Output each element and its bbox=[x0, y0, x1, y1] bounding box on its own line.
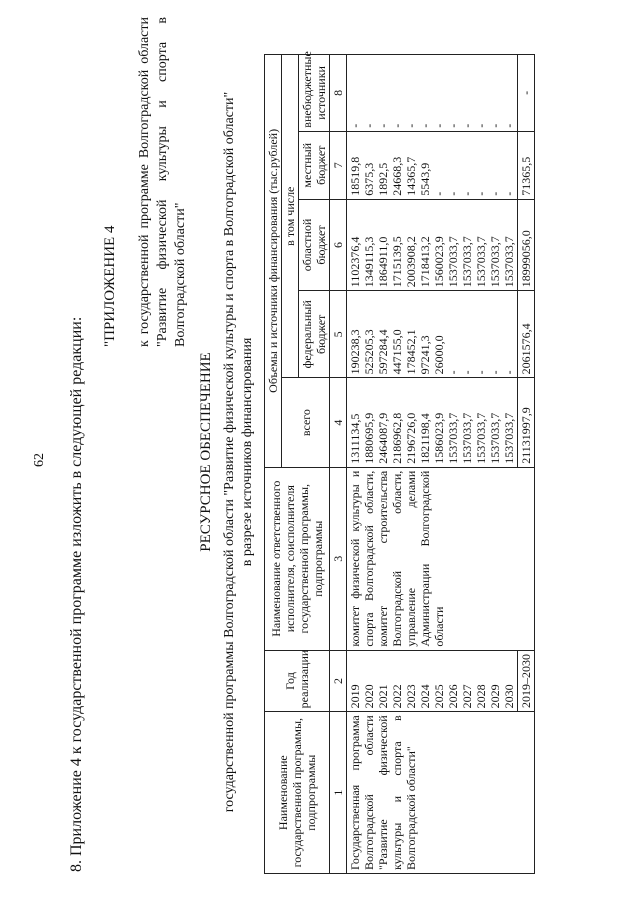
summary-total: 21131997,9 bbox=[518, 378, 535, 467]
federal-value: - bbox=[488, 370, 502, 375]
program-name-cell: Государственная программа Волгоградской области "Развитие физической культуры и спорта в Волгоградской области" bbox=[347, 712, 535, 874]
regional-value: 1560023,9 bbox=[432, 236, 446, 288]
regional-value: 1537033,7 bbox=[446, 236, 460, 288]
total-value: 2196726,0 bbox=[404, 412, 418, 464]
intro-paragraph: 8. Приложение 4 к государственной программе изложить в следующей редакции: bbox=[68, 316, 85, 872]
regional-cell bbox=[347, 199, 518, 290]
header-row-1 bbox=[265, 55, 282, 874]
regional-value: 1718413,2 bbox=[418, 236, 432, 288]
total-value: 1537033,7 bbox=[474, 412, 488, 464]
extra-value: - bbox=[376, 123, 390, 128]
regional-value: 1349115,3 bbox=[362, 236, 376, 288]
regional-value: 1537033,7 bbox=[460, 236, 474, 288]
total-value: 1586023,9 bbox=[432, 412, 446, 464]
year-value: 2019 bbox=[348, 684, 362, 709]
resource-title: РЕСУРСНОЕ ОБЕСПЕЧЕНИЕ bbox=[198, 352, 214, 552]
header-including: в том числе bbox=[282, 55, 299, 378]
header-regional: областной бюджет bbox=[299, 199, 330, 290]
executor-cell: комитет физической культуры и спорта Волгоградской области, комитет строительства Волгоградской области, управление делами Администрации Волгоградской области bbox=[347, 467, 535, 650]
regional-value: 1537033,7 bbox=[502, 236, 516, 288]
header-extra: внебюджетные источники bbox=[299, 55, 330, 132]
extra-value: - bbox=[446, 123, 460, 128]
year-value: 2020 bbox=[362, 684, 376, 709]
extra-value: - bbox=[432, 123, 446, 128]
federal-value: 97241,3 bbox=[418, 335, 432, 375]
federal-value: - bbox=[474, 370, 488, 375]
year-value: 2025 bbox=[432, 684, 446, 709]
federal-value: - bbox=[502, 370, 516, 375]
extra-value: - bbox=[418, 123, 432, 128]
summary-local: 71365,5 bbox=[518, 131, 535, 199]
federal-value: - bbox=[460, 370, 474, 375]
resource-subtitle: государственной программы Волгоградской области "Развитие физической культуры и спорта в Волгоградской области" bbox=[222, 91, 237, 813]
year-value: 2026 bbox=[446, 684, 460, 709]
local-value: 6375,3 bbox=[362, 162, 376, 196]
col-number: 4 bbox=[330, 378, 347, 467]
header-year: Год реализации bbox=[265, 650, 330, 712]
federal-value: 525205,3 bbox=[362, 329, 376, 375]
col-number: 5 bbox=[330, 291, 347, 378]
total-value: 1821198,4 bbox=[418, 413, 432, 464]
regional-value: 1864911,0 bbox=[376, 236, 390, 288]
header-federal: федеральный бюджет bbox=[299, 291, 330, 378]
year-value: 2024 bbox=[418, 684, 432, 709]
year-value: 2028 bbox=[474, 684, 488, 709]
total-value: 1537033,7 bbox=[502, 412, 516, 464]
extra-value: - bbox=[348, 123, 362, 128]
table-row bbox=[347, 55, 518, 874]
year-value: 2023 bbox=[404, 684, 418, 709]
total-value: 2186962,8 bbox=[390, 412, 404, 464]
local-cell bbox=[347, 131, 518, 199]
local-value: 5543,9 bbox=[418, 162, 432, 196]
total-cell bbox=[347, 378, 518, 467]
extra-value: - bbox=[404, 123, 418, 128]
col-number: 8 bbox=[330, 55, 347, 132]
extra-value: - bbox=[474, 123, 488, 128]
summary-year: 2019–2030 bbox=[518, 650, 535, 712]
col-number: 3 bbox=[330, 467, 347, 650]
header-total: всего bbox=[282, 378, 330, 467]
local-value: 14365,7 bbox=[404, 156, 418, 196]
local-value: - bbox=[488, 191, 502, 196]
col-number: 2 bbox=[330, 650, 347, 712]
page-number: 62 bbox=[32, 453, 47, 467]
col-number: 1 bbox=[330, 712, 347, 874]
col-number: 7 bbox=[330, 131, 347, 199]
federal-value: 190238,3 bbox=[348, 329, 362, 375]
local-value: - bbox=[474, 191, 488, 196]
federal-value: 178452,1 bbox=[404, 329, 418, 375]
header-local: местный бюджет bbox=[299, 131, 330, 199]
appendix-reference: к государственной программе Волгоградской области "Развитие физической культуры и спорта в Волгоградской области" bbox=[137, 17, 188, 347]
federal-cell bbox=[347, 291, 518, 378]
header-name: Наименование государственной программы, подпрограммы bbox=[265, 712, 330, 874]
extra-value: - bbox=[502, 123, 516, 128]
column-number-row bbox=[330, 55, 347, 874]
local-value: - bbox=[432, 191, 446, 196]
resource-subtitle-2: в разрезе источников финансирования bbox=[240, 337, 255, 567]
regional-value: 1715139,5 bbox=[390, 236, 404, 288]
total-value: 1311134,5 bbox=[348, 413, 362, 464]
federal-value: 26000,0 bbox=[432, 335, 446, 375]
year-value: 2030 bbox=[502, 684, 516, 709]
local-value: - bbox=[446, 191, 460, 196]
extra-value: - bbox=[390, 123, 404, 128]
total-value: 1537033,7 bbox=[460, 412, 474, 464]
year-value: 2027 bbox=[460, 684, 474, 709]
local-value: 24668,3 bbox=[390, 156, 404, 196]
header-executor: Наименование ответственного исполнителя, соисполнителя государственной программы, подпрограммы bbox=[265, 467, 330, 650]
local-value: 1892,5 bbox=[376, 162, 390, 196]
regional-value: 1537033,7 bbox=[474, 236, 488, 288]
rotated-page bbox=[10, 12, 630, 892]
extra-value: - bbox=[488, 123, 502, 128]
regional-value: 1537033,7 bbox=[488, 236, 502, 288]
total-value: 1537033,7 bbox=[446, 412, 460, 464]
header-volumes: Объемы и источники финансирования (тыс.рублей) bbox=[265, 55, 282, 468]
total-value: 1537033,7 bbox=[488, 412, 502, 464]
extra-cell bbox=[347, 55, 518, 132]
year-value: 2021 bbox=[376, 684, 390, 709]
local-value: - bbox=[502, 191, 516, 196]
total-value: 1880695,9 bbox=[362, 412, 376, 464]
federal-value: 597284,4 bbox=[376, 329, 390, 375]
appendix-title: "ПРИЛОЖЕНИЕ 4 bbox=[102, 225, 118, 347]
total-value: 2464087,9 bbox=[376, 412, 390, 464]
regional-value: 2003908,2 bbox=[404, 236, 418, 288]
financing-table bbox=[264, 51, 535, 874]
summary-extra: - bbox=[518, 55, 535, 132]
year-cell bbox=[347, 650, 518, 712]
col-number: 6 bbox=[330, 199, 347, 290]
summary-federal: 2061576,4 bbox=[518, 291, 535, 378]
year-value: 2029 bbox=[488, 684, 502, 709]
federal-value: - bbox=[446, 370, 460, 375]
local-value: 18519,8 bbox=[348, 156, 362, 196]
regional-value: 1102376,4 bbox=[348, 236, 362, 288]
extra-value: - bbox=[362, 123, 376, 128]
extra-value: - bbox=[460, 123, 474, 128]
local-value: - bbox=[460, 191, 474, 196]
summary-regional: 18999056,0 bbox=[518, 199, 535, 290]
federal-value: 447155,0 bbox=[390, 329, 404, 375]
year-value: 2022 bbox=[390, 684, 404, 709]
